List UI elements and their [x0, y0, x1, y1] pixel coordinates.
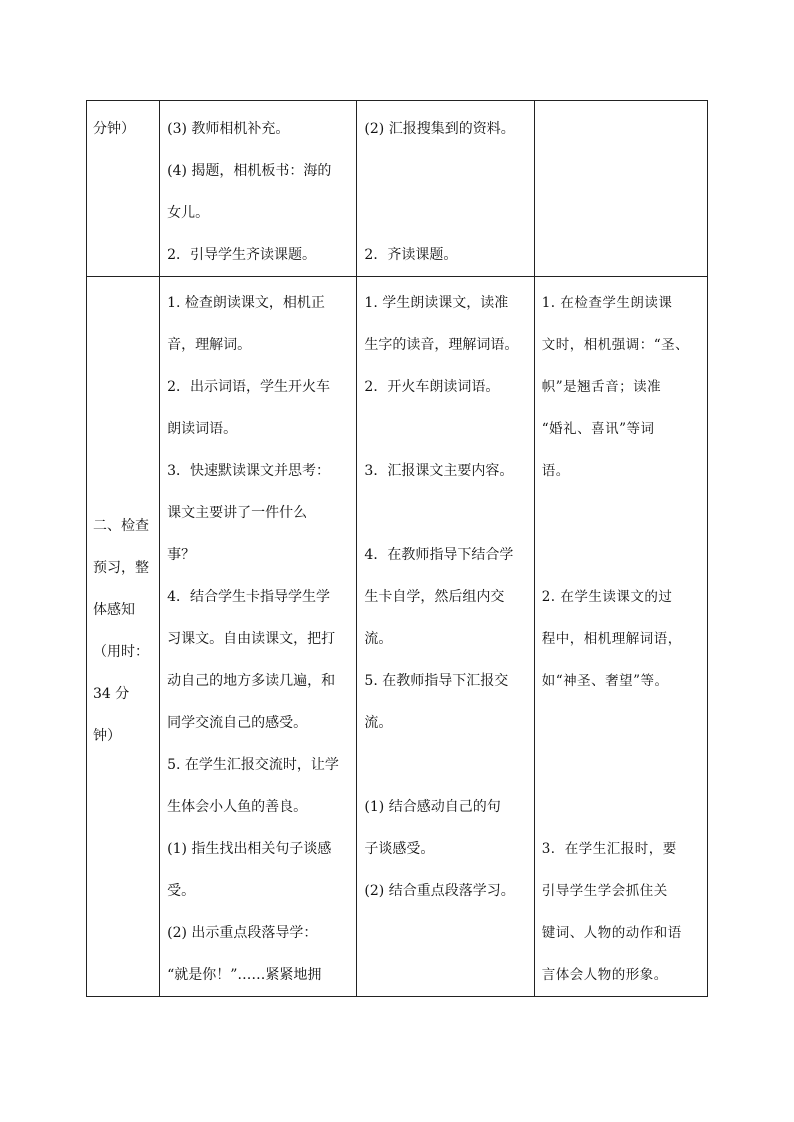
text-line: 同学交流自己的感受。: [167, 715, 308, 731]
text-line: 课文主要讲了一件什么: [167, 505, 308, 521]
text-line: 体感知: [93, 602, 135, 618]
teacher-activity-cell: [160, 101, 357, 277]
text-line: 流。: [364, 715, 393, 731]
design-notes-cell: [534, 277, 707, 997]
text-line: 5. 在教师指导下汇报交: [364, 673, 509, 689]
text-line: 女儿。: [167, 205, 210, 221]
blank-line: [535, 492, 707, 534]
stage-cell: [87, 101, 160, 277]
teacher-activity-text: [160, 277, 356, 996]
text-line: 1. 学生朗读课文，读准: [364, 295, 509, 311]
blank-line: [535, 702, 707, 744]
lesson-plan-table: [86, 100, 708, 997]
text-line: 3．在学生汇报时，要: [541, 841, 677, 857]
blank-line: [357, 492, 533, 534]
text-line: 流。: [364, 631, 393, 647]
design-notes-text: [535, 277, 707, 996]
text-line: (2) 出示重点段落导学：: [167, 925, 318, 941]
text-line: (2) 汇报搜集到的资料。: [364, 121, 515, 137]
text-line: (1) 结合感动自己的句: [364, 799, 501, 815]
blank-line: [535, 534, 707, 576]
stage-cell: [87, 277, 160, 997]
text-line: 生字的读音，理解词语。: [364, 337, 519, 353]
blank-line: [535, 786, 707, 828]
teacher-activity-text: [160, 101, 356, 276]
text-line: 1. 检查朗读课文，相机正: [167, 295, 325, 311]
text-line: 2．齐读课题。: [364, 247, 458, 263]
text-line: 如“神圣、奢望”等。: [541, 673, 669, 689]
text-line: 2．引导学生齐读课题。: [167, 247, 317, 263]
text-line: 音，理解词。: [167, 337, 252, 353]
text-line: 5. 在学生汇报交流时，让学: [167, 757, 339, 773]
text-line: 34 分: [93, 686, 130, 702]
text-line: 言体会人物的形象。: [541, 967, 668, 983]
design-notes-cell: [534, 101, 707, 277]
text-line: 2. 在学生读课文的过: [541, 589, 673, 605]
text-line: 习课文。自由读课文，把打: [167, 631, 336, 647]
student-activity-cell: [357, 101, 534, 277]
blank-line: [357, 408, 533, 450]
design-notes-text: [535, 101, 707, 108]
blank-line: [357, 192, 533, 234]
student-activity-cell: [357, 277, 534, 997]
blank-line: [357, 744, 533, 786]
text-line: 二、检查: [93, 518, 149, 534]
text-line: 3．汇报课文主要内容。: [364, 463, 514, 479]
blank-line: [535, 744, 707, 786]
text-line: 语。: [541, 463, 570, 479]
blank-line: [357, 150, 533, 192]
text-line: 事？: [167, 547, 196, 563]
text-line: 引导学生学会抓住关: [541, 883, 668, 899]
student-activity-text: [357, 101, 533, 276]
table-row: [87, 101, 708, 277]
text-line: 键词、人物的动作和语: [541, 925, 682, 941]
text-line: 文时，相机强调：“圣、: [541, 337, 690, 353]
text-line: “婚礼、喜讯”等词: [541, 421, 655, 437]
teacher-activity-cell: [160, 277, 357, 997]
text-line: (2) 结合重点段落学习。: [364, 883, 515, 899]
text-line: （用时：: [93, 644, 149, 660]
text-line: 生体会小人鱼的善良。: [167, 799, 308, 815]
table-row: [87, 277, 708, 997]
text-line: 2．开火车朗读词语。: [364, 379, 500, 395]
text-line: 朗读词语。: [167, 421, 238, 437]
text-line: “就是你！”……紧紧地拥: [167, 967, 322, 983]
text-line: 程中，相机理解词语，: [541, 631, 682, 647]
text-line: 生卡自学，然后组内交: [364, 589, 505, 605]
student-activity-text: [357, 277, 533, 912]
text-line: 3．快速默读课文并思考：: [167, 463, 331, 479]
text-line: (1) 指生找出相关句子谈感: [167, 841, 332, 857]
stage-text: [87, 101, 159, 150]
text-line: 帜”是翘舌音；读准: [541, 379, 662, 395]
text-line: 动自己的地方多读几遍，和: [167, 673, 336, 689]
text-line: (3) 教师相机补充。: [167, 121, 290, 137]
text-line: 钟）: [93, 728, 121, 744]
text-line: 分钟）: [93, 121, 135, 137]
text-line: 4．在教师指导下结合学: [364, 547, 514, 563]
text-line: 1. 在检查学生朗读课: [541, 295, 673, 311]
text-line: 4．结合学生卡指导学生学: [167, 589, 331, 605]
text-line: 2．出示词语，学生开火车: [167, 379, 331, 395]
text-line: 受。: [167, 883, 196, 899]
text-line: 子谈感受。: [364, 841, 435, 857]
text-line: 预习，整: [93, 560, 149, 576]
text-line: (4) 揭题，相机板书：海的: [167, 163, 332, 179]
stage-text: [87, 277, 159, 757]
